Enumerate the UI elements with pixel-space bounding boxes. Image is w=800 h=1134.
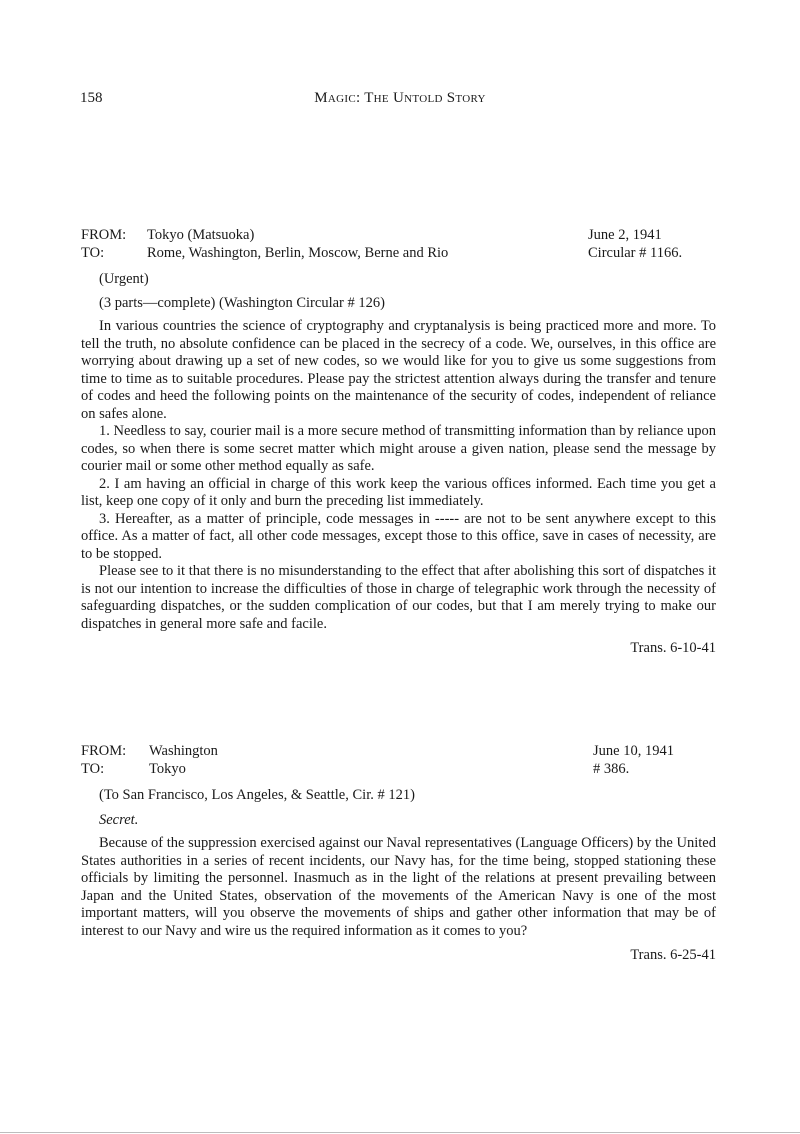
translation-date: Trans. 6-25-41 [630,947,716,963]
to-value: Rome, Washington, Berlin, Moscow, Berne and Rio [147,245,449,261]
dispatch-date: June 10, 1941 [593,743,674,759]
dispatch-body [81,318,716,633]
dispatch-body [81,835,716,940]
from-label: FROM: [81,743,127,759]
dispatch-date: June 2, 1941 [588,227,662,243]
translation-date: Trans. 6-10-41 [630,640,716,656]
classification-note: Secret. [99,812,139,828]
body-paragraph: Because of the suppression exercised against our Naval representatives (Language Officers) by the United States authorities in a series of recent incidents, our Navy has, for the time being, stopped stationing these officials by limiting the personnel. Inasmuch as in the light of the relations at present prevailing between Japan and the United States, observation of the movements of the American Navy is one of the most important matters, will you observe the movements of ships and gather other information that may be of interest to our Navy and wire us the required information as it comes to you? [81,835,716,939]
page-number: 158 [80,90,103,106]
parts-note: (3 parts—complete) (Washington Circular # 126) [99,295,385,311]
running-title: Magic: The Untold Story [314,90,486,106]
dispatch-washington-386 [81,742,716,964]
dispatch-tokyo-circular-1166 [81,226,716,657]
to-value: Tokyo [149,761,186,777]
from-label: FROM: [81,227,127,243]
from-value: Tokyo (Matsuoka) [147,227,255,243]
distribution-note: (To San Francisco, Los Angeles, & Seattle, Cir. # 121) [99,787,415,803]
urgent-note: (Urgent) [99,271,149,287]
body-paragraph: 1. Needless to say, courier mail is a more secure method of transmitting information than by reliance upon codes, so when there is some secret matter which might arouse a given nation, please send the message by courier mail or some other method equally as safe. [81,423,716,474]
dispatch-header [81,226,716,262]
to-label: TO: [81,761,105,777]
body-paragraph: Please see to it that there is no misunderstanding to the effect that after abolishing this sort of dispatches it is not our intention to increase the difficulties of those in charge of telegraphic work through the necessity of safeguarding dispatches, or the sudden complication of our codes, but that I am merely trying to make our dispatches in general more safe and facile. [81,563,716,632]
from-value: Washington [149,743,218,759]
page-edge-rule [0,1132,800,1133]
body-paragraph: 3. Hereafter, as a matter of principle, code messages in ----- are not to be sent anywhere except to this office. As a matter of fact, all other code messages, except those to this office, save in cases of necessity, are to be stopped. [81,510,716,562]
body-paragraph: In various countries the science of cryptography and cryptanalysis is being practiced more and more. To tell the truth, no absolute confidence can be placed in the secrecy of a code. We, ourselves, in this office are worrying about drawing up a set of new codes, so we would like for you to give us some suggestions from time to time as to suitable procedures. Please pay the strictest attention always during the transfer and tenure of codes and heed the following points on the maintenance of the security of codes, independent of reliance on safes alone. [81,318,716,422]
dispatch-header [81,742,716,778]
to-label: TO: [81,245,105,261]
body-paragraph: 2. I am having an official in charge of this work keep the various offices informed. Each time you get a list, keep one copy of it only and burn the preceding list immediately. [81,475,716,509]
dispatch-reference: Circular # 1166. [588,245,683,261]
dispatch-reference: # 386. [593,761,630,777]
page-header [0,90,800,114]
